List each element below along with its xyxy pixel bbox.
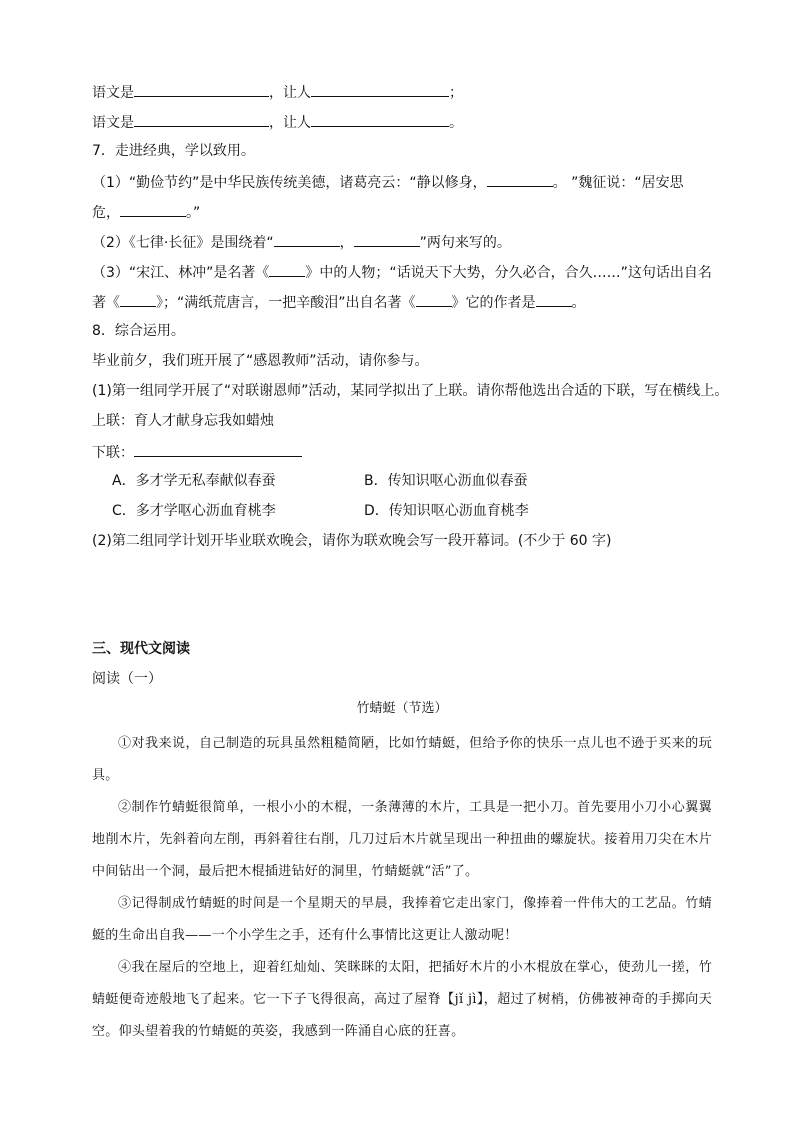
answer-blank[interactable] [120,200,186,217]
question-8-title: 8．综合运用。 [92,323,185,339]
text: ； [449,85,463,101]
question-8-sub-1: (1)第一组同学开展了“对联谢恩师”活动，某同学拟出了上联。请你帮他选出合适的下联，写在横线上。 [92,383,729,399]
answer-blank[interactable] [487,170,553,187]
question-7-part-3-cont [92,290,712,320]
article-paragraph-2: ②制作竹蜻蜓很简单，一根小小的木棍，一条薄薄的木片，工具是一把小刀。首先要用小刀小心翼翼地削木片，先斜着向左削，再斜着往右削，几刀过后木片就呈现出一种扭曲的螺旋状。接着用刀尖在木片中间钻出一个洞，最后把木棍插进钻好的洞里，竹蜻蜓就“活”了。 [92,800,712,879]
text: 。 [449,115,463,131]
answer-blank[interactable] [311,110,449,127]
answer-blank[interactable] [274,230,340,247]
article-paragraph-1: ①对我来说，自己制造的玩具虽然粗糙简陋，比如竹蜻蜓，但给予你的快乐一点儿也不逊于买来的玩具。 [92,736,712,783]
answer-blank[interactable] [134,110,269,127]
fill-line-1 [92,80,712,110]
option-d[interactable]: D．传知识呕心沥血育桃李 [364,503,529,519]
question-7-part-1-cont [92,200,712,230]
answer-blank[interactable] [134,440,302,457]
article-paragraph-4: ④我在屋后的空地上，迎着红灿灿、笑眯眯的太阳，把插好木片的小木棍放在掌心，使劲儿一搓，竹蜻蜓便奇迹般地飞了起来。它一下子飞得很高，高过了屋脊【jǐ jì】，超过了树梢，仿佛被神奇的手掷向天空。仰头望着我的竹蜻蜓的英姿，我感到一阵涌自心底的狂喜。 [92,960,712,1039]
text: 。 [571,295,586,311]
options-row-2 [92,500,712,530]
text: （3）“宋江、林冲”是名著《 [92,265,270,281]
answer-blank[interactable] [536,290,572,307]
text: ，让人 [269,85,311,101]
text: 。” [186,205,201,221]
question-8-intro: 毕业前夕，我们班开展了“感恩教师”活动，请你参与。 [92,353,429,369]
section-3 [92,638,712,1048]
article-paragraph-3: ③记得制成竹蜻蜓的时间是一个星期天的早晨，我捧着它走出家门，像捧着一件伟大的工艺品。竹蜻蜓的生命出自我——一个小学生之手，还有什么事情比这更让人激动呢！ [92,896,712,943]
question-7-part-1 [92,170,712,200]
reading-label: 阅读（一） [92,671,162,687]
option-a[interactable]: A．多才学无私奉献似春蚕 [112,473,276,489]
text: 》它的作者是 [451,295,536,311]
question-7-title: 7．走进经典，学以致用。 [92,143,255,159]
answer-blank[interactable] [120,290,156,307]
option-c[interactable]: C．多才学呕心沥血育桃李 [112,503,276,519]
text: ， [339,235,354,251]
lower-couplet [92,440,712,470]
answer-blank[interactable] [311,80,449,97]
text: 》；“满纸荒唐言，一把辛酸泪”出自名著《 [156,295,416,311]
document-page [92,80,729,1048]
text: 下联： [92,445,134,461]
section-heading: 三、现代文阅读 [92,641,190,657]
text: ”两句来写的。 [419,235,511,251]
fill-line-2 [92,110,712,140]
text: （1）“勤俭节约”是中华民族传统美德，诸葛亮云：“静以修身， [92,175,487,191]
text: （2）《七律·长征》是围绕着“ [92,235,274,251]
question-8-sub-2: (2)第二组同学计划开毕业联欢晚会，请你为联欢晚会写一段开幕词。(不少于 60 字) [92,533,612,549]
option-b[interactable]: B．传知识呕心沥血似春蚕 [364,473,528,489]
question-7-part-3 [92,260,712,290]
text: 语文是 [92,115,134,131]
text: 语文是 [92,85,134,101]
answer-blank[interactable] [269,260,305,277]
text: 危， [92,205,120,221]
question-7-part-2 [92,230,712,260]
options-row-1 [92,470,712,500]
article-title: 竹蜻蜓（节选） [356,701,448,716]
answer-blank[interactable] [134,80,269,97]
answer-blank[interactable] [354,230,420,247]
text: 。 ”魏征说：“居安思 [552,175,684,191]
upper-couplet: 上联：育人才献身忘我如蜡烛 [92,413,274,429]
text: 著《 [92,295,120,311]
text: ，让人 [269,115,311,131]
text: 》中的人物；“话说天下大势，分久必合，合久……”这句话出自名 [305,265,712,281]
answer-blank[interactable] [416,290,452,307]
